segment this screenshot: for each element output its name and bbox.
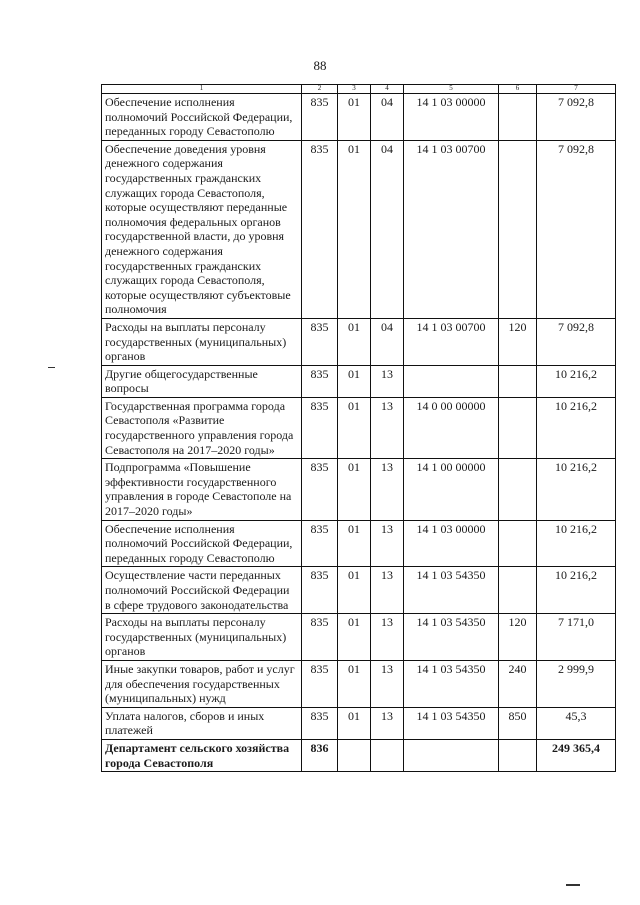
cell-amount: 10 216,2 — [537, 520, 616, 567]
cell-name: Уплата налогов, сборов и иных платежей — [102, 707, 302, 739]
cell-amount: 10 216,2 — [537, 365, 616, 397]
cell-amount: 249 365,4 — [537, 739, 616, 771]
cell-grbs: 835 — [302, 397, 338, 458]
cell-subsection — [371, 739, 404, 771]
cell-grbs: 835 — [302, 318, 338, 365]
cell-target-article: 14 1 03 00700 — [404, 318, 499, 365]
cell-grbs: 835 — [302, 614, 338, 661]
cell-section: 01 — [338, 614, 371, 661]
cell-target-article — [404, 739, 499, 771]
cell-name: Обеспечение исполнения полномочий Российской Федерации, переданных городу Севастополю — [102, 94, 302, 141]
table-row — [102, 397, 616, 458]
cell-subsection: 13 — [371, 459, 404, 520]
header-row — [102, 85, 616, 94]
table-row — [102, 365, 616, 397]
cell-expense-type — [499, 365, 537, 397]
cell-subsection: 13 — [371, 707, 404, 739]
cell-grbs: 835 — [302, 459, 338, 520]
column-header: 4 — [371, 85, 404, 94]
cell-target-article: 14 1 03 54350 — [404, 614, 499, 661]
cell-name: Расходы на выплаты персоналу государственных (муниципальных) органов — [102, 614, 302, 661]
cell-subsection: 13 — [371, 520, 404, 567]
scan-mark — [566, 884, 580, 886]
cell-expense-type: 240 — [499, 660, 537, 707]
cell-subsection: 04 — [371, 318, 404, 365]
table-row — [102, 94, 616, 141]
cell-name: Обеспечение исполнения полномочий Российской Федерации, переданных городу Севастополю — [102, 520, 302, 567]
cell-amount: 7 092,8 — [537, 318, 616, 365]
cell-section: 01 — [338, 459, 371, 520]
column-header: 7 — [537, 85, 616, 94]
cell-target-article: 14 1 03 00000 — [404, 520, 499, 567]
column-header: 3 — [338, 85, 371, 94]
cell-name: Государственная программа города Севастополя «Развитие государственного управления города Севастополя на 2017–2020 годы» — [102, 397, 302, 458]
cell-target-article: 14 1 03 54350 — [404, 567, 499, 614]
cell-subsection: 13 — [371, 614, 404, 661]
cell-amount: 10 216,2 — [537, 397, 616, 458]
cell-subsection: 13 — [371, 365, 404, 397]
cell-target-article: 14 1 03 00000 — [404, 94, 499, 141]
cell-section — [338, 739, 371, 771]
cell-target-article: 14 1 03 54350 — [404, 707, 499, 739]
cell-grbs: 835 — [302, 94, 338, 141]
column-header: 2 — [302, 85, 338, 94]
cell-grbs: 835 — [302, 660, 338, 707]
table-row — [102, 567, 616, 614]
table-row — [102, 660, 616, 707]
cell-amount: 7 092,8 — [537, 140, 616, 318]
cell-section: 01 — [338, 397, 371, 458]
cell-expense-type — [499, 739, 537, 771]
cell-target-article: 14 1 00 00000 — [404, 459, 499, 520]
cell-target-article — [404, 365, 499, 397]
cell-subsection: 13 — [371, 397, 404, 458]
cell-section: 01 — [338, 365, 371, 397]
cell-expense-type: 850 — [499, 707, 537, 739]
cell-amount: 7 092,8 — [537, 94, 616, 141]
cell-section: 01 — [338, 140, 371, 318]
cell-subsection: 04 — [371, 140, 404, 318]
cell-amount: 10 216,2 — [537, 459, 616, 520]
cell-amount: 45,3 — [537, 707, 616, 739]
cell-grbs: 835 — [302, 140, 338, 318]
table-row — [102, 140, 616, 318]
cell-expense-type: 120 — [499, 318, 537, 365]
cell-expense-type — [499, 140, 537, 318]
cell-expense-type — [499, 459, 537, 520]
budget-table — [101, 84, 616, 772]
table-body — [102, 94, 616, 772]
cell-grbs: 835 — [302, 365, 338, 397]
cell-target-article: 14 0 00 00000 — [404, 397, 499, 458]
cell-section: 01 — [338, 660, 371, 707]
cell-grbs: 835 — [302, 520, 338, 567]
cell-subsection: 13 — [371, 567, 404, 614]
cell-expense-type — [499, 397, 537, 458]
cell-section: 01 — [338, 520, 371, 567]
cell-expense-type — [499, 567, 537, 614]
cell-expense-type: 120 — [499, 614, 537, 661]
table-row — [102, 614, 616, 661]
cell-grbs: 836 — [302, 739, 338, 771]
page-number: 88 — [313, 58, 327, 73]
cell-name: Департамент сельского хозяйства города Севастополя — [102, 739, 302, 771]
table-row — [102, 707, 616, 739]
scan-mark — [48, 367, 55, 368]
cell-subsection: 13 — [371, 660, 404, 707]
cell-name: Подпрограмма «Повышение эффективности государственного управления в городе Севастополе на 2017–2020 годы» — [102, 459, 302, 520]
column-header: 6 — [499, 85, 537, 94]
cell-section: 01 — [338, 318, 371, 365]
cell-expense-type — [499, 94, 537, 141]
cell-name: Расходы на выплаты персоналу государственных (муниципальных) органов — [102, 318, 302, 365]
column-header: 5 — [404, 85, 499, 94]
cell-amount: 10 216,2 — [537, 567, 616, 614]
cell-section: 01 — [338, 94, 371, 141]
cell-target-article: 14 1 03 54350 — [404, 660, 499, 707]
cell-section: 01 — [338, 707, 371, 739]
cell-grbs: 835 — [302, 707, 338, 739]
table-row — [102, 739, 616, 771]
cell-grbs: 835 — [302, 567, 338, 614]
table-row — [102, 520, 616, 567]
cell-name: Обеспечение доведения уровня денежного содержания государственных гражданских служащих города Севастополя, которые осуществляют переданные полномочия федеральных органов государственной власти, до уровня денежного содержания государственных гражданских служащих города Севастополя, которые осуществляют субъектовые полномочия — [102, 140, 302, 318]
table-row — [102, 459, 616, 520]
cell-amount: 7 171,0 — [537, 614, 616, 661]
cell-section: 01 — [338, 567, 371, 614]
cell-amount: 2 999,9 — [537, 660, 616, 707]
cell-name: Иные закупки товаров, работ и услуг для обеспечения государственных (муниципальных) нужд — [102, 660, 302, 707]
table-row — [102, 318, 616, 365]
cell-subsection: 04 — [371, 94, 404, 141]
cell-name: Осуществление части переданных полномочий Российской Федерации в сфере трудового законодательства — [102, 567, 302, 614]
column-header: 1 — [102, 85, 302, 94]
cell-target-article: 14 1 03 00700 — [404, 140, 499, 318]
cell-expense-type — [499, 520, 537, 567]
cell-name: Другие общегосударственные вопросы — [102, 365, 302, 397]
